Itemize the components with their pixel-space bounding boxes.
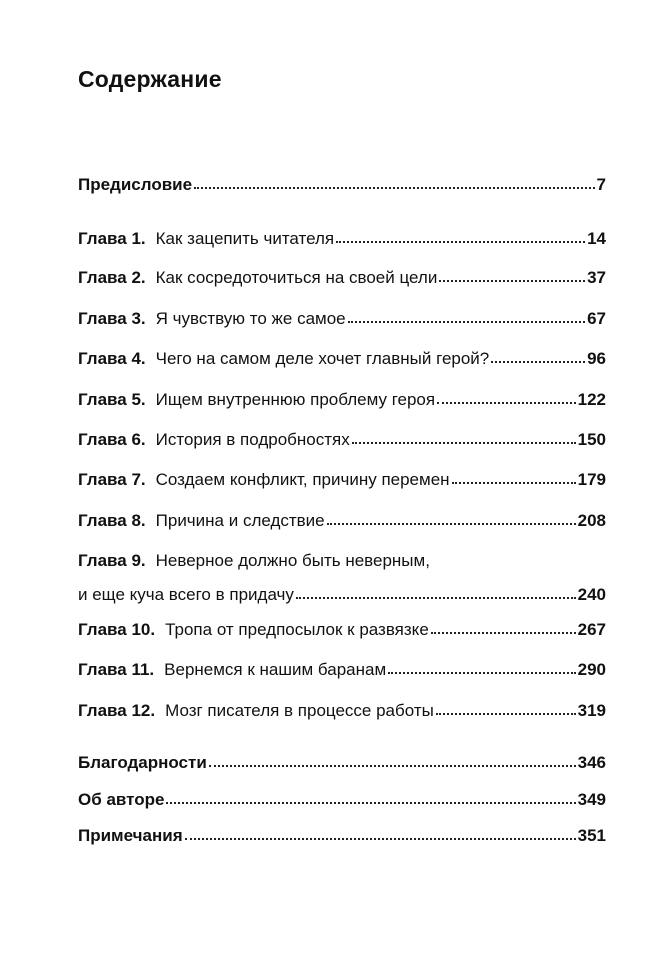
chapter-label: Глава 5. bbox=[78, 390, 146, 409]
dot-leader bbox=[327, 519, 576, 525]
dot-leader bbox=[209, 761, 576, 767]
toc-page-number: 96 bbox=[587, 349, 606, 368]
toc-entry-label: Об авторе bbox=[78, 790, 165, 809]
toc-entry-chapter-11[interactable] bbox=[78, 659, 606, 681]
toc-entry-chapter-1[interactable] bbox=[78, 228, 606, 250]
dot-leader bbox=[352, 438, 576, 444]
toc-entry-chapter-3[interactable] bbox=[78, 308, 606, 330]
toc-entry-chapter-6[interactable] bbox=[78, 429, 606, 451]
chapter-title: Я чувствую то же самое bbox=[155, 309, 346, 328]
toc-entry-chapter-2[interactable] bbox=[78, 267, 606, 289]
toc-page-number: 290 bbox=[577, 660, 606, 679]
chapter-title: Как сосредоточиться на своей цели bbox=[155, 268, 438, 287]
toc-entry-acknowledgements[interactable] bbox=[78, 752, 606, 774]
toc-page-number: 349 bbox=[577, 790, 606, 809]
toc-entry-chapter-4[interactable] bbox=[78, 348, 606, 370]
toc-page-number: 122 bbox=[577, 390, 606, 409]
chapter-title-continuation: и еще куча всего в придачу bbox=[78, 585, 294, 604]
toc-page-number: 179 bbox=[577, 470, 606, 489]
chapter-label: Глава 4. bbox=[78, 349, 146, 368]
chapter-label: Глава 8. bbox=[78, 511, 146, 530]
chapter-title: Тропа от предпосылок к развязке bbox=[165, 620, 429, 639]
chapter-label: Глава 12. bbox=[78, 701, 156, 720]
chapter-title: История в подробностях bbox=[155, 430, 350, 449]
toc-page-number: 346 bbox=[577, 753, 606, 772]
chapter-label: Глава 6. bbox=[78, 430, 146, 449]
dot-leader bbox=[431, 628, 576, 634]
page-title: Содержание bbox=[78, 66, 222, 92]
dot-leader bbox=[388, 668, 575, 674]
dot-leader bbox=[436, 709, 576, 715]
toc-entry-notes[interactable] bbox=[78, 825, 606, 847]
chapter-title: Неверное должно быть неверным, bbox=[155, 551, 430, 570]
chapter-label: Глава 1. bbox=[78, 229, 146, 248]
toc-page-number: 267 bbox=[577, 620, 606, 639]
toc-entry-chapter-8[interactable] bbox=[78, 510, 606, 532]
chapter-title: Создаем конфликт, причину перемен bbox=[155, 470, 450, 489]
chapter-label: Глава 11. bbox=[78, 660, 155, 679]
chapter-title: Ищем внутреннюю проблему героя bbox=[155, 390, 436, 409]
toc-page-number: 351 bbox=[577, 826, 606, 845]
chapter-label: Глава 3. bbox=[78, 309, 146, 328]
toc-entry-chapter-10[interactable] bbox=[78, 619, 606, 641]
dot-leader bbox=[194, 183, 594, 189]
chapter-title: Мозг писателя в процессе работы bbox=[165, 701, 434, 720]
chapter-label: Глава 2. bbox=[78, 268, 146, 287]
toc-page-number: 7 bbox=[596, 175, 606, 194]
toc-page-number: 14 bbox=[587, 229, 606, 248]
toc-page-number: 208 bbox=[577, 511, 606, 530]
chapter-title: Причина и следствие bbox=[155, 511, 325, 530]
toc-page-number: 240 bbox=[577, 585, 606, 604]
toc-entry-preface[interactable] bbox=[78, 174, 606, 196]
chapter-title: Чего на самом деле хочет главный герой? bbox=[155, 349, 490, 368]
toc-entry-chapter-12[interactable] bbox=[78, 700, 606, 722]
dot-leader bbox=[452, 478, 576, 484]
dot-leader bbox=[296, 593, 576, 599]
toc-page-number: 67 bbox=[587, 309, 606, 328]
toc-entry-chapter-7[interactable] bbox=[78, 469, 606, 491]
toc-entry-label: Примечания bbox=[78, 826, 183, 845]
toc-page-number: 37 bbox=[587, 268, 606, 287]
dot-leader bbox=[491, 357, 585, 363]
chapter-label: Глава 9. bbox=[78, 551, 146, 570]
chapter-label: Глава 7. bbox=[78, 470, 146, 489]
toc-page-number: 319 bbox=[577, 701, 606, 720]
toc-entry-label: Благодарности bbox=[78, 753, 207, 772]
toc-entry-chapter-9[interactable] bbox=[78, 550, 606, 606]
dot-leader bbox=[439, 276, 585, 282]
toc-entry-chapter-5[interactable] bbox=[78, 389, 606, 411]
dot-leader bbox=[437, 398, 576, 404]
chapter-title: Вернемся к нашим баранам bbox=[164, 660, 387, 679]
dot-leader bbox=[185, 834, 576, 840]
toc-entry-label: Предисловие bbox=[78, 175, 193, 194]
dot-leader bbox=[336, 237, 585, 243]
chapter-title: Как зацепить читателя bbox=[155, 229, 335, 248]
toc-page-number: 150 bbox=[577, 430, 606, 449]
dot-leader bbox=[348, 317, 585, 323]
dot-leader bbox=[166, 798, 575, 804]
toc-entry-about-author[interactable] bbox=[78, 789, 606, 811]
chapter-label: Глава 10. bbox=[78, 620, 156, 639]
